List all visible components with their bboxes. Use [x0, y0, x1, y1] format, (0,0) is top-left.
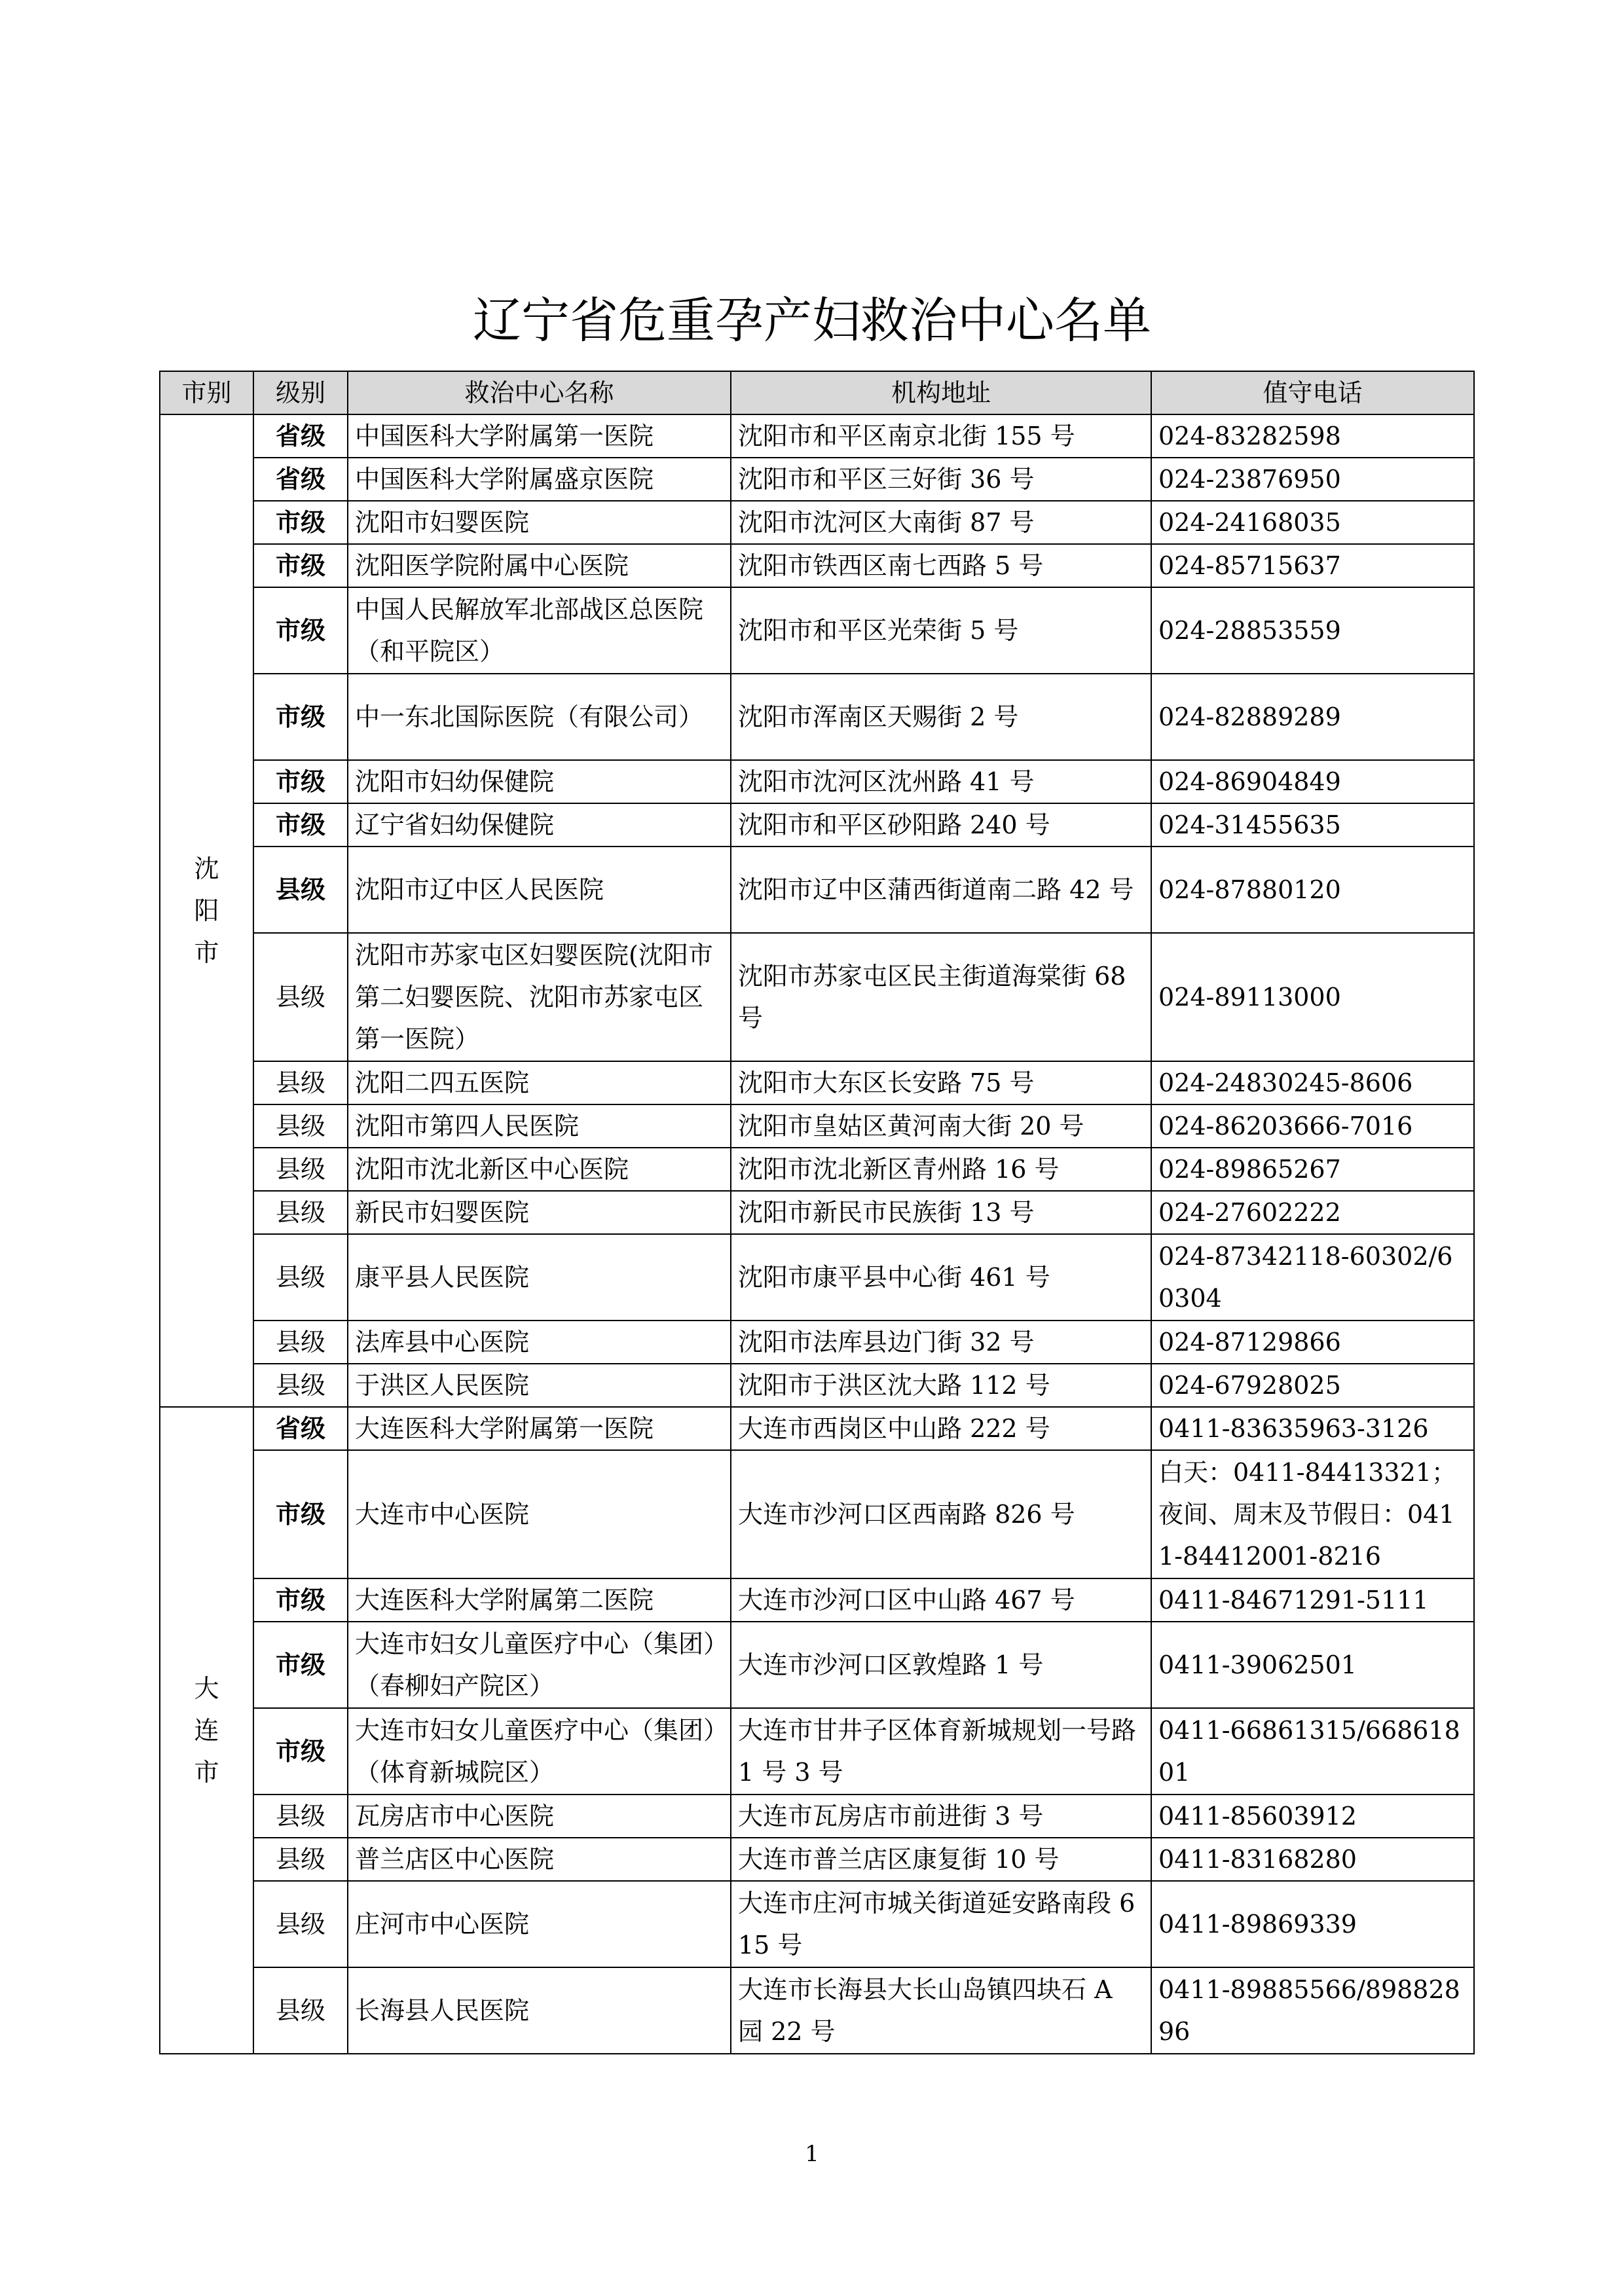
phone-cell: 0411-83168280 — [1151, 1838, 1474, 1881]
rescue-center-table — [159, 371, 1475, 2054]
page-number: 1 — [805, 2141, 819, 2167]
phone-cell: 024-89113000 — [1151, 933, 1474, 1061]
center-name-cell: 中一东北国际医院（有限公司） — [348, 674, 731, 760]
phone-cell: 0411-39062501 — [1151, 1622, 1474, 1708]
phone-cell: 024-67928025 — [1151, 1364, 1474, 1407]
address-cell: 沈阳市和平区光荣街 5 号 — [731, 587, 1151, 674]
table-row — [160, 501, 1474, 544]
center-name-cell: 沈阳市第四人民医院 — [348, 1104, 731, 1148]
city-cell: 沈 阳 市 — [160, 414, 253, 1407]
address-cell: 沈阳市沈河区大南街 87 号 — [731, 501, 1151, 544]
table-row — [160, 414, 1474, 458]
center-name-cell: 大连市中心医院 — [348, 1450, 731, 1578]
address-cell: 大连市庄河市城关街道延安路南段 615 号 — [731, 1881, 1151, 1967]
center-name-cell: 沈阳市辽中区人民医院 — [348, 847, 731, 933]
level-cell: 县级 — [253, 1148, 348, 1191]
table-row — [160, 1450, 1474, 1578]
phone-cell: 0411-85603912 — [1151, 1795, 1474, 1838]
center-name-cell: 沈阳市苏家屯区妇婴医院(沈阳市第二妇婴医院、沈阳市苏家屯区第一医院） — [348, 933, 731, 1061]
address-cell: 沈阳市皇姑区黄河南大街 20 号 — [731, 1104, 1151, 1148]
phone-cell: 0411-83635963-3126 — [1151, 1407, 1474, 1450]
table-row — [160, 1061, 1474, 1104]
header-level: 级别 — [253, 371, 348, 414]
level-cell: 县级 — [253, 1234, 348, 1321]
table-row — [160, 847, 1474, 933]
address-cell: 沈阳市康平县中心街 461 号 — [731, 1234, 1151, 1321]
phone-cell: 024-27602222 — [1151, 1191, 1474, 1234]
center-name-cell: 长海县人民医院 — [348, 1967, 731, 2054]
center-name-cell: 沈阳市妇婴医院 — [348, 501, 731, 544]
address-cell: 沈阳市辽中区蒲西街道南二路 42 号 — [731, 847, 1151, 933]
phone-cell: 024-83282598 — [1151, 414, 1474, 458]
address-cell: 沈阳市法库县边门街 32 号 — [731, 1321, 1151, 1364]
table-row — [160, 1795, 1474, 1838]
phone-cell: 024-82889289 — [1151, 674, 1474, 760]
address-cell: 大连市长海县大长山岛镇四块石 A 园 22 号 — [731, 1967, 1151, 2054]
level-cell: 县级 — [253, 1321, 348, 1364]
header-address: 机构地址 — [731, 371, 1151, 414]
level-cell: 省级 — [253, 458, 348, 501]
table-row — [160, 1838, 1474, 1881]
level-cell: 县级 — [253, 1191, 348, 1234]
address-cell: 沈阳市沈北新区青州路 16 号 — [731, 1148, 1151, 1191]
table-row — [160, 1364, 1474, 1407]
center-name-cell: 于洪区人民医院 — [348, 1364, 731, 1407]
header-city: 市别 — [160, 371, 253, 414]
address-cell: 沈阳市苏家屯区民主街道海棠街 68 号 — [731, 933, 1151, 1061]
header-phone: 值守电话 — [1151, 371, 1474, 414]
table-row — [160, 1578, 1474, 1622]
header-row — [160, 371, 1474, 414]
center-name-cell: 大连医科大学附属第二医院 — [348, 1578, 731, 1622]
center-name-cell: 中国医科大学附属盛京医院 — [348, 458, 731, 501]
level-cell: 市级 — [253, 501, 348, 544]
table-row — [160, 933, 1474, 1061]
table-row — [160, 1191, 1474, 1234]
table-row — [160, 1708, 1474, 1795]
table-row — [160, 674, 1474, 760]
address-cell: 大连市沙河口区敦煌路 1 号 — [731, 1622, 1151, 1708]
document-title: 辽宁省危重孕产妇救治中心名单 — [473, 293, 1151, 349]
level-cell: 县级 — [253, 1881, 348, 1967]
level-cell: 县级 — [253, 847, 348, 933]
table-row — [160, 544, 1474, 587]
level-cell: 市级 — [253, 1708, 348, 1795]
address-cell: 大连市沙河口区中山路 467 号 — [731, 1578, 1151, 1622]
phone-cell: 024-24168035 — [1151, 501, 1474, 544]
level-cell: 市级 — [253, 544, 348, 587]
level-cell: 县级 — [253, 933, 348, 1061]
address-cell: 沈阳市和平区南京北街 155 号 — [731, 414, 1151, 458]
table-row — [160, 1321, 1474, 1364]
address-cell: 大连市瓦房店市前进街 3 号 — [731, 1795, 1151, 1838]
address-cell: 沈阳市大东区长安路 75 号 — [731, 1061, 1151, 1104]
center-name-cell: 大连医科大学附属第一医院 — [348, 1407, 731, 1450]
table-row — [160, 1407, 1474, 1450]
table-body — [160, 414, 1474, 2054]
center-name-cell: 瓦房店市中心医院 — [348, 1795, 731, 1838]
level-cell: 县级 — [253, 1061, 348, 1104]
center-name-cell: 大连市妇女儿童医疗中心（集团）（春柳妇产院区） — [348, 1622, 731, 1708]
center-name-cell: 法库县中心医院 — [348, 1321, 731, 1364]
phone-cell: 024-24830245-8606 — [1151, 1061, 1474, 1104]
table-row — [160, 1881, 1474, 1967]
level-cell: 市级 — [253, 803, 348, 847]
center-name-cell: 沈阳市妇幼保健院 — [348, 760, 731, 803]
address-cell: 大连市普兰店区康复街 10 号 — [731, 1838, 1151, 1881]
center-name-cell: 新民市妇婴医院 — [348, 1191, 731, 1234]
level-cell: 市级 — [253, 1450, 348, 1578]
level-cell: 市级 — [253, 1578, 348, 1622]
table-row — [160, 760, 1474, 803]
phone-cell: 024-86904849 — [1151, 760, 1474, 803]
address-cell: 沈阳市新民市民族街 13 号 — [731, 1191, 1151, 1234]
center-name-cell: 普兰店区中心医院 — [348, 1838, 731, 1881]
table-row — [160, 587, 1474, 674]
phone-cell: 024-86203666-7016 — [1151, 1104, 1474, 1148]
center-name-cell: 庄河市中心医院 — [348, 1881, 731, 1967]
table-row — [160, 1967, 1474, 2054]
center-name-cell: 沈阳医学院附属中心医院 — [348, 544, 731, 587]
center-name-cell: 大连市妇女儿童医疗中心（集团）（体育新城院区） — [348, 1708, 731, 1795]
level-cell: 市级 — [253, 674, 348, 760]
table-row — [160, 1148, 1474, 1191]
center-name-cell: 康平县人民医院 — [348, 1234, 731, 1321]
header-center-name: 救治中心名称 — [348, 371, 731, 414]
address-cell: 大连市沙河口区西南路 826 号 — [731, 1450, 1151, 1578]
phone-cell: 0411-84671291-5111 — [1151, 1578, 1474, 1622]
phone-cell: 024-87129866 — [1151, 1321, 1474, 1364]
address-cell: 沈阳市和平区三好街 36 号 — [731, 458, 1151, 501]
phone-cell: 024-89865267 — [1151, 1148, 1474, 1191]
level-cell: 县级 — [253, 1795, 348, 1838]
level-cell: 市级 — [253, 760, 348, 803]
level-cell: 省级 — [253, 1407, 348, 1450]
phone-cell: 白天：0411-84413321；夜间、周末及节假日：0411-84412001-8216 — [1151, 1450, 1474, 1578]
level-cell: 县级 — [253, 1104, 348, 1148]
table-row — [160, 803, 1474, 847]
phone-cell: 024-31455635 — [1151, 803, 1474, 847]
center-name-cell: 沈阳市沈北新区中心医院 — [348, 1148, 731, 1191]
phone-cell: 024-28853559 — [1151, 587, 1474, 674]
address-cell: 沈阳市浑南区天赐街 2 号 — [731, 674, 1151, 760]
address-cell: 沈阳市沈河区沈州路 41 号 — [731, 760, 1151, 803]
phone-cell: 024-87880120 — [1151, 847, 1474, 933]
phone-cell: 0411-89885566/89882896 — [1151, 1967, 1474, 2054]
center-name-cell: 中国医科大学附属第一医院 — [348, 414, 731, 458]
address-cell: 沈阳市于洪区沈大路 112 号 — [731, 1364, 1151, 1407]
address-cell: 大连市西岗区中山路 222 号 — [731, 1407, 1151, 1450]
table-row — [160, 1622, 1474, 1708]
phone-cell: 024-87342118-60302/60304 — [1151, 1234, 1474, 1321]
level-cell: 市级 — [253, 587, 348, 674]
level-cell: 省级 — [253, 414, 348, 458]
address-cell: 沈阳市铁西区南七西路 5 号 — [731, 544, 1151, 587]
center-name-cell: 沈阳二四五医院 — [348, 1061, 731, 1104]
center-name-cell: 中国人民解放军北部战区总医院（和平院区） — [348, 587, 731, 674]
level-cell: 县级 — [253, 1364, 348, 1407]
level-cell: 县级 — [253, 1967, 348, 2054]
center-name-cell: 辽宁省妇幼保健院 — [348, 803, 731, 847]
level-cell: 县级 — [253, 1838, 348, 1881]
city-cell: 大 连 市 — [160, 1407, 253, 2054]
table-header — [160, 371, 1474, 414]
table-row — [160, 1234, 1474, 1321]
phone-cell: 0411-89869339 — [1151, 1881, 1474, 1967]
table-row — [160, 1104, 1474, 1148]
level-cell: 市级 — [253, 1622, 348, 1708]
table-row — [160, 458, 1474, 501]
address-cell: 沈阳市和平区砂阳路 240 号 — [731, 803, 1151, 847]
address-cell: 大连市甘井子区体育新城规划一号路 1 号 3 号 — [731, 1708, 1151, 1795]
phone-cell: 024-23876950 — [1151, 458, 1474, 501]
phone-cell: 0411-66861315/66861801 — [1151, 1708, 1474, 1795]
phone-cell: 024-85715637 — [1151, 544, 1474, 587]
